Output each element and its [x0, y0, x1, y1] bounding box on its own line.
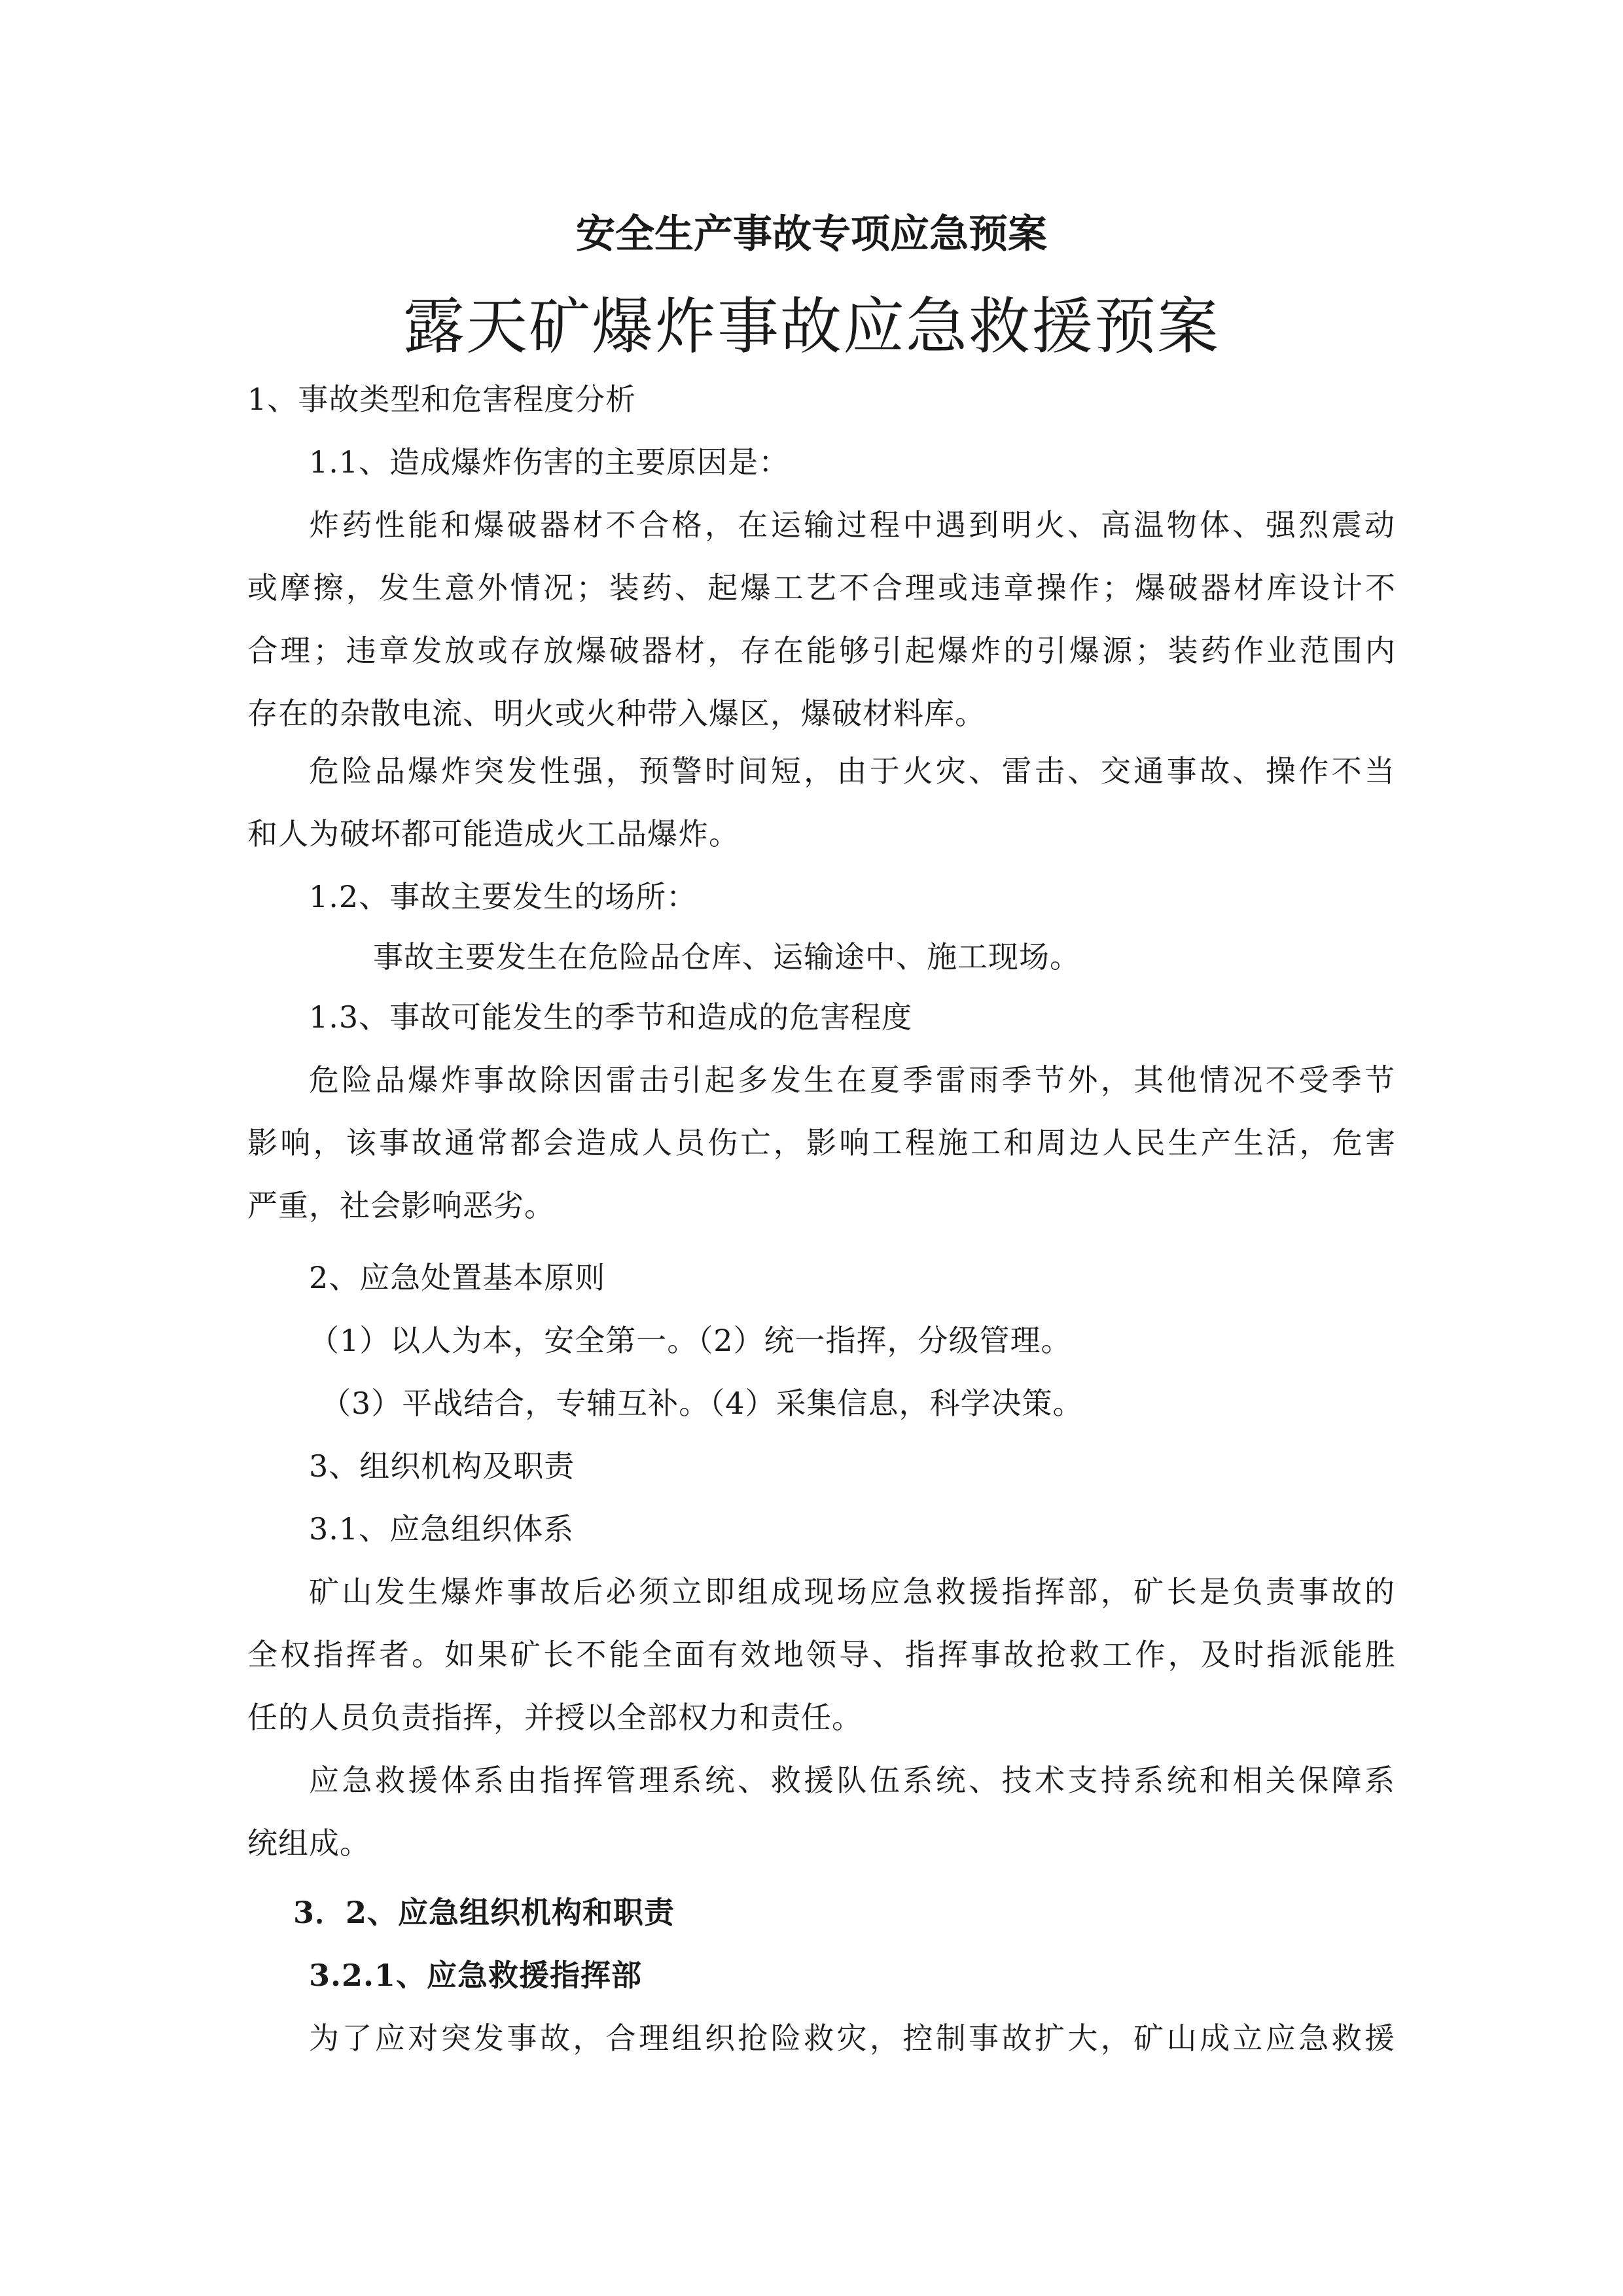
- paragraph-line: 统组成。: [247, 1825, 370, 1861]
- paragraph-line: 和人为破坏都可能造成火工品爆炸。: [247, 816, 740, 852]
- paragraph-line: 炸药性能和爆破器材不合格，在运输过程中遇到明火、高温物体、强烈震动: [309, 507, 1395, 543]
- paragraph-line: 危险品爆炸事故除因雷击引起多发生在夏季雷雨季节外，其他情况不受季节: [309, 1062, 1395, 1098]
- paragraph-line: 全权指挥者。如果矿长不能全面有效地领导、指挥事故抢救工作，及时指派能胜: [247, 1637, 1396, 1672]
- subsection-heading-3-2: 3．2、应急组织机构和职责: [293, 1895, 675, 1930]
- paragraph-line: 危险品爆炸突发性强，预警时间短，由于火灾、雷击、交通事故、操作不当: [309, 753, 1395, 789]
- subsection-heading-1-2: 1.2、事故主要发生的场所：: [309, 879, 698, 914]
- paragraph-line: 或摩擦，发生意外情况；装药、起爆工艺不合理或违章操作；爆破器材库设计不: [247, 570, 1396, 605]
- paragraph-line: 任的人员负责指挥，并授以全部权力和责任。: [247, 1700, 863, 1735]
- subsection-heading-1-1: 1.1、造成爆炸伤害的主要原因是：: [309, 444, 790, 480]
- subsection-heading-3-1: 3.1、应急组织体系: [309, 1511, 575, 1547]
- paragraph-line: 矿山发生爆炸事故后必须立即组成现场应急救援指挥部，矿长是负责事故的: [309, 1574, 1395, 1609]
- section-heading-2: 2、应急处置基本原则: [309, 1260, 606, 1295]
- paragraph-line: 合理；违章发放或存放爆破器材，存在能够引起爆炸的引爆源；装药作业范围内: [247, 633, 1396, 668]
- principle-line: （3）平战结合，专辅互补。（4）采集信息，科学决策。: [321, 1386, 1084, 1421]
- paragraph-line: 严重，社会影响恶劣。: [247, 1188, 555, 1223]
- paragraph-line: 应急救援体系由指挥管理系统、救援队伍系统、技术支持系统和相关保障系: [309, 1763, 1395, 1798]
- paragraph-line: 为了应对突发事故，合理组织抢险救灾，控制事故扩大，矿山成立应急救援: [309, 2020, 1395, 2056]
- paragraph-line: 影响，该事故通常都会造成人员伤亡，影响工程施工和周边人民生产生活，危害: [247, 1125, 1396, 1160]
- document-title: 安全生产事故专项应急预案: [576, 211, 1047, 257]
- section-heading-1: 1、事故类型和危害程度分析: [247, 382, 637, 417]
- paragraph-line: 事故主要发生在危险品仓库、运输途中、施工现场。: [373, 939, 1080, 975]
- subsection-heading-3-2-1: 3.2.1、应急救援指挥部: [309, 1958, 643, 1993]
- document-subtitle: 露天矿爆炸事故应急救援预案: [402, 291, 1220, 363]
- paragraph-line: 存在的杂散电流、明火或火种带入爆区，爆破材料库。: [247, 696, 986, 731]
- principle-line: （1）以人为本，安全第一。（2）统一指挥，分级管理。: [309, 1323, 1072, 1358]
- subsection-heading-1-3: 1.3、事故可能发生的季节和造成的危害程度: [309, 999, 913, 1035]
- section-heading-3: 3、组织机构及职责: [309, 1448, 575, 1484]
